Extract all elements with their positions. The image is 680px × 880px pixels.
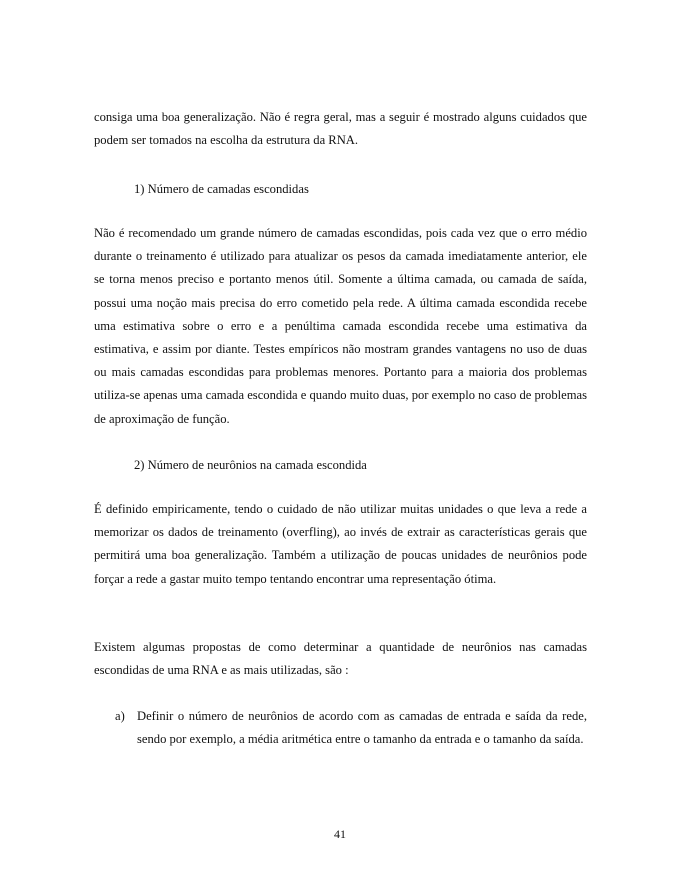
- paragraph-neuronios: É definido empiricamente, tendo o cuidado de não utilizar muitas unidades o que leva a rede a memorizar os dados de treinamento (overfling), ao invés de extrair as características gerais que permitirá uma boa generalização. Também a utilização de poucas unidades de neurônios pode forçar a rede a gastar muito tempo tentando encontrar uma representação ótima.: [94, 502, 587, 586]
- paragraph-propostas: Existem algumas propostas de como determinar a quantidade de neurônios nas camadas escondidas de uma RNA e as mais utilizadas, são :: [94, 640, 587, 678]
- list-item-text: Definir o número de neurônios de acordo com as camadas de entrada e saída da rede, sendo por exemplo, a média aritmética entre o tamanho da entrada e o tamanho da saída.: [137, 709, 587, 747]
- heading-numero-neuronios: 2) Número de neurônios na camada escondida: [134, 458, 367, 472]
- paragraph-camadas-escondidas: Não é recomendado um grande número de camadas escondidas, pois cada vez que o erro médio durante o treinamento é utilizado para atualizar os pesos da camada imediatamente anterior, ele se torna menos preciso e portanto menos útil. Somente a última camada, ou camada de saída, possui uma noção mais precisa do erro cometido pela rede. A última camada escondida recebe uma estimativa sobre o erro e a penúltima camada escondida recebe uma estimativa da estimativa, e assim por diante. Testes empíricos não mostram grandes vantagens no uso de duas ou mais camadas escondidas para problemas menores. Portanto para a maioria dos problemas utiliza-se apenas uma camada escondida e quando muito duas, por exemplo no caso de problemas de aproximação de função.: [94, 226, 587, 426]
- page-number: 41: [334, 827, 346, 841]
- list-marker: a): [115, 709, 125, 723]
- paragraph-intro: consiga uma boa generalização. Não é regra geral, mas a seguir é mostrado alguns cuidados que podem ser tomados na escolha da estrutura da RNA.: [94, 110, 587, 148]
- heading-numero-camadas: 1) Número de camadas escondidas: [134, 182, 309, 196]
